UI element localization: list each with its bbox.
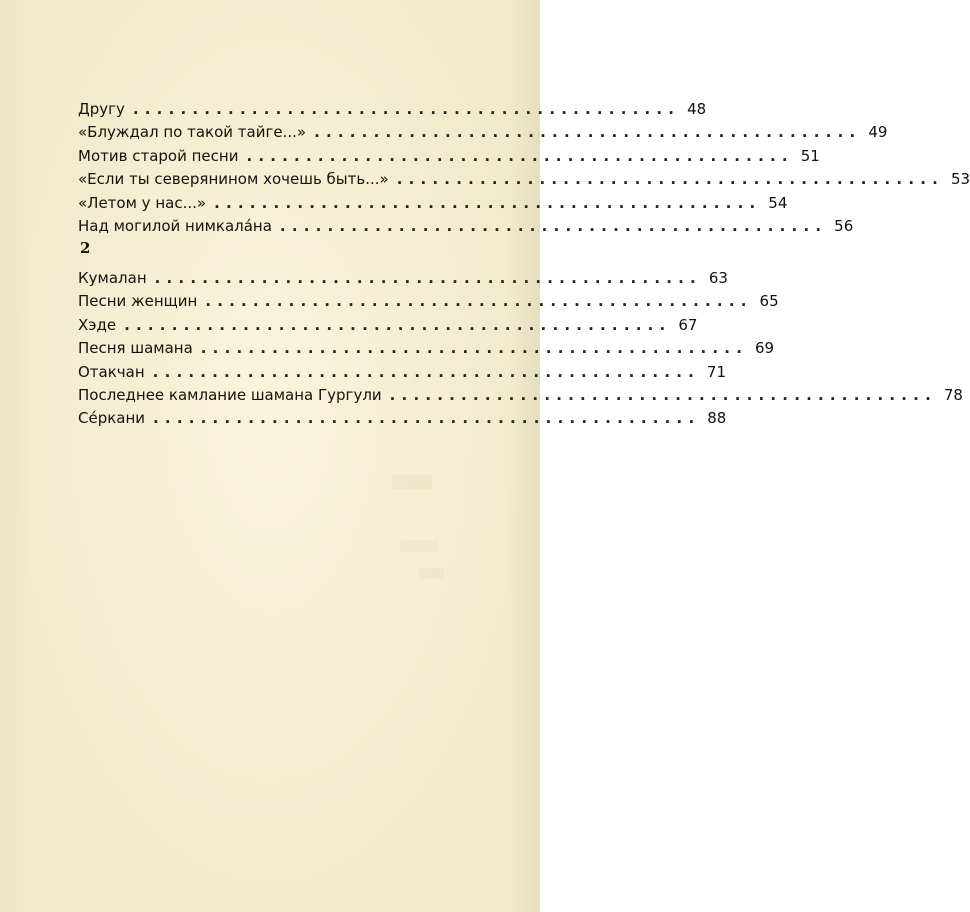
entry-title: «Если ты северянином хочешь быть...»: [78, 170, 389, 189]
toc-entry[interactable]: [78, 98, 707, 121]
entry-page-number: 54: [768, 193, 788, 212]
toc-entry[interactable]: [78, 314, 698, 337]
toc-entry[interactable]: [78, 407, 727, 430]
entry-title: Кумалан: [78, 269, 147, 287]
toc-entry[interactable]: [78, 121, 888, 144]
entry-page-number: 67: [678, 315, 698, 334]
dot-leader: ..............................................: [214, 193, 762, 212]
dot-leader: ..............................................: [389, 385, 937, 404]
dot-leader: ..............................................: [152, 362, 700, 381]
contents-part-two: [78, 267, 963, 431]
entry-title: Над могилой нимкала́на: [78, 216, 272, 235]
dot-leader: ..............................................: [153, 409, 701, 428]
toc-entry[interactable]: [78, 168, 970, 191]
toc-entry[interactable]: [78, 192, 788, 215]
entry-title: Се́ркани: [78, 409, 146, 428]
entry-page-number: 65: [759, 292, 779, 311]
entry-title: «Блуждал по такой тайге...»: [78, 123, 307, 142]
dot-leader: ..............................................: [279, 216, 828, 235]
entry-page-number: 51: [800, 146, 820, 165]
entry-page-number: 71: [706, 362, 726, 381]
entry-title: «Летом у нас...»: [78, 193, 207, 212]
show-through-smudge: [392, 475, 432, 489]
contents-part-one: [78, 98, 970, 238]
entry-page-number: 69: [755, 339, 775, 358]
entry-title: Последнее камлание шамана Гургули: [78, 385, 382, 404]
entry-title: Песни женщин: [78, 292, 198, 311]
toc-entry[interactable]: [78, 267, 728, 290]
dot-leader: ..............................................: [200, 339, 749, 358]
entry-title: Мотив старой песни: [78, 146, 239, 165]
dot-leader: ..............................................: [124, 315, 672, 334]
entry-page-number: 78: [943, 385, 963, 404]
toc-entry[interactable]: [78, 384, 963, 407]
entry-page-number: 88: [707, 409, 727, 428]
section-number: 2: [80, 239, 91, 257]
toc-entry[interactable]: [78, 361, 726, 384]
entry-page-number: 63: [708, 269, 728, 287]
toc-entry[interactable]: [78, 215, 854, 238]
dot-leader: ..............................................: [314, 123, 862, 142]
dot-leader: ..............................................: [246, 146, 794, 165]
entry-title: Отакчан: [78, 362, 145, 381]
entry-title: Другу: [78, 100, 125, 118]
entry-page-number: 48: [687, 100, 707, 118]
entry-page-number: 53: [950, 170, 970, 189]
entry-title: Хэде: [78, 315, 117, 334]
entry-page-number: 56: [834, 216, 854, 235]
dot-leader: ..............................................: [396, 170, 945, 189]
show-through-smudge: [400, 540, 438, 552]
toc-entry[interactable]: [78, 290, 779, 313]
entry-title: Песня шамана: [78, 339, 193, 358]
toc-entry[interactable]: [78, 145, 820, 168]
show-through-smudge: [418, 568, 444, 579]
dot-leader: ..............................................: [154, 269, 702, 287]
entry-page-number: 49: [868, 123, 888, 142]
dot-leader: ..............................................: [205, 292, 753, 311]
toc-entry[interactable]: [78, 337, 775, 360]
dot-leader: ..............................................: [132, 100, 681, 118]
